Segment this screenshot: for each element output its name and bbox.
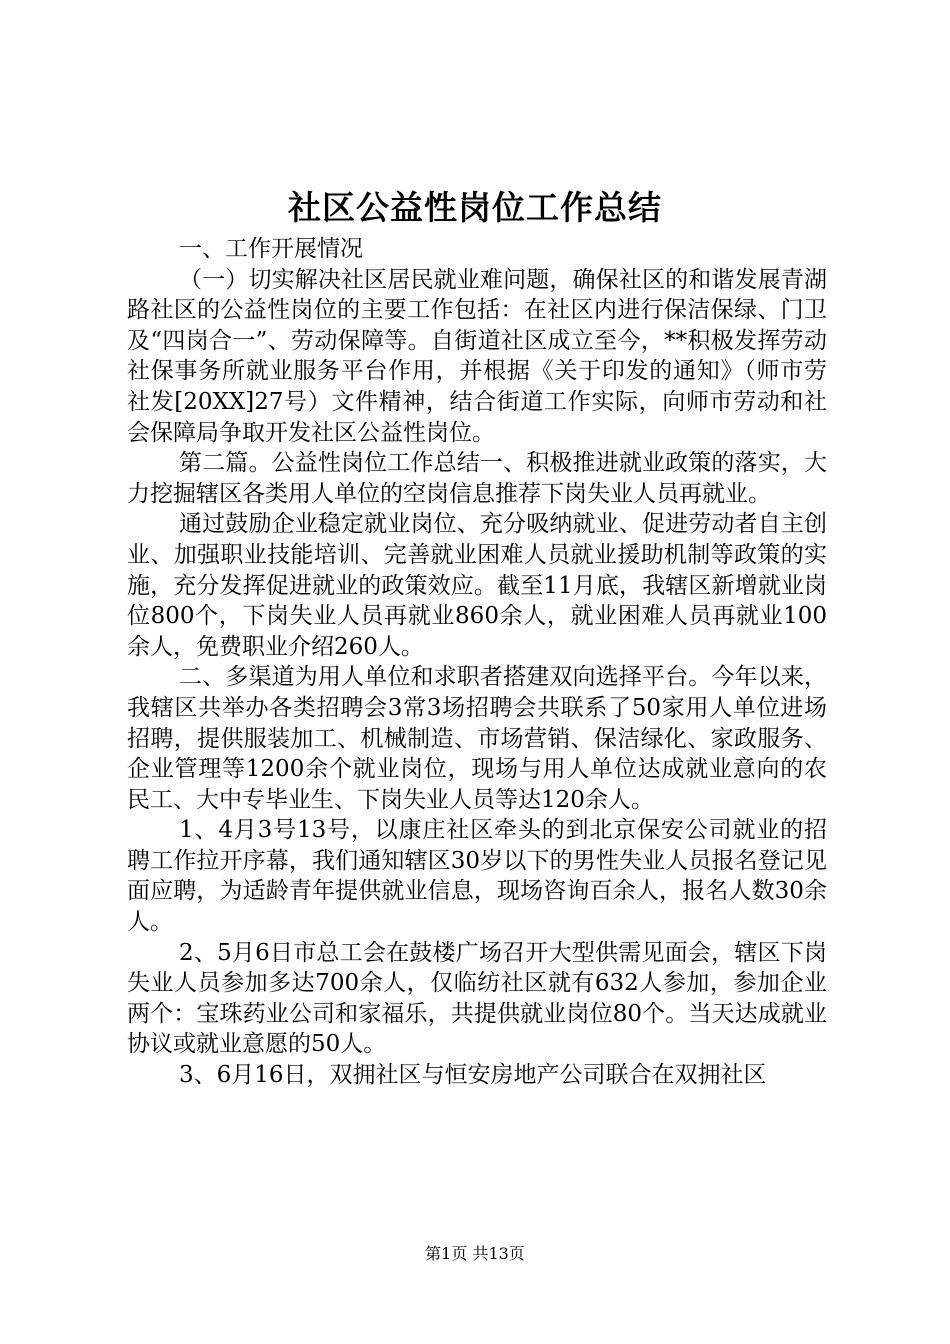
paragraph: 2、5月6日市总工会在鼓楼广场召开大型供需见面会，辖区下岗失业人员参加多达700余人，仅临纺社区就有632人参加，参加企业两个：宝珠药业公司和家福乐，共提供就业岗位80个。当天达成就业协议或就业意愿的50人。 [127,939,827,1058]
paragraph: 1、4月3号13号，以康庄社区牵头的到北京保安公司就业的招聘工作拉开序幕，我们通知辖区30岁以下的男性失业人员报名登记见面应聘，为适龄青年提供就业信息，现场咨询百余人，报名人数30余人。 [127,817,827,936]
paragraph: （一）切实解决社区居民就业难问题，确保社区的和谐发展青湖路社区的公益性岗位的主要工作包括：在社区内进行保洁保绿、门卫及“四岗合一”、劳动保障等。自街道社区成立至今，**积极发挥劳动社保事务所就业服务平台作用，并根据《关于印发的通知》（师市劳社发[20XX]27号）文件精神，结合街道工作实际，向师市劳动和社会保障局争取开发社区公益性岗位。 [127,266,827,446]
paragraph: 3、6月16日，双拥社区与恒安房地产公司联合在双拥社区 [179,1062,767,1089]
paragraph: 第二篇。公益性岗位工作总结一、积极推进就业政策的落实，大力挖掘辖区各类用人单位的空岗信息推荐下岗失业人员再就业。 [127,450,827,507]
document-title: 社区公益性岗位工作总结 [288,188,662,227]
paragraph: 二、多渠道为用人单位和求职者搭建双向选择平台。今年以来，我辖区共举办各类招聘会3常3场招聘会共联系了50家用人单位进场招聘，提供服装加工、机械制造、市场营销、保洁绿化、家政服务、企业管理等1200余个就业岗位，现场与用人单位达成就业意向的农民工、大中专毕业生、下岗失业人员等达120余人。 [127,664,827,813]
section-heading: 一、工作开展情况 [179,236,363,262]
paragraph: 通过鼓励企业稳定就业岗位、充分吸纳就业、促进劳动者自主创业、加强职业技能培训、完善就业困难人员就业援助机制等政策的实施，充分发挥促进就业的政策效应。截至11月底，我辖区新增就业岗位800个，下岗失业人员再就业860余人，就业困难人员再就业100余人，免费职业介绍260人。 [127,511,827,660]
page-number-footer: 第1页 共13页 [425,1244,525,1263]
document-body [127,234,827,1091]
